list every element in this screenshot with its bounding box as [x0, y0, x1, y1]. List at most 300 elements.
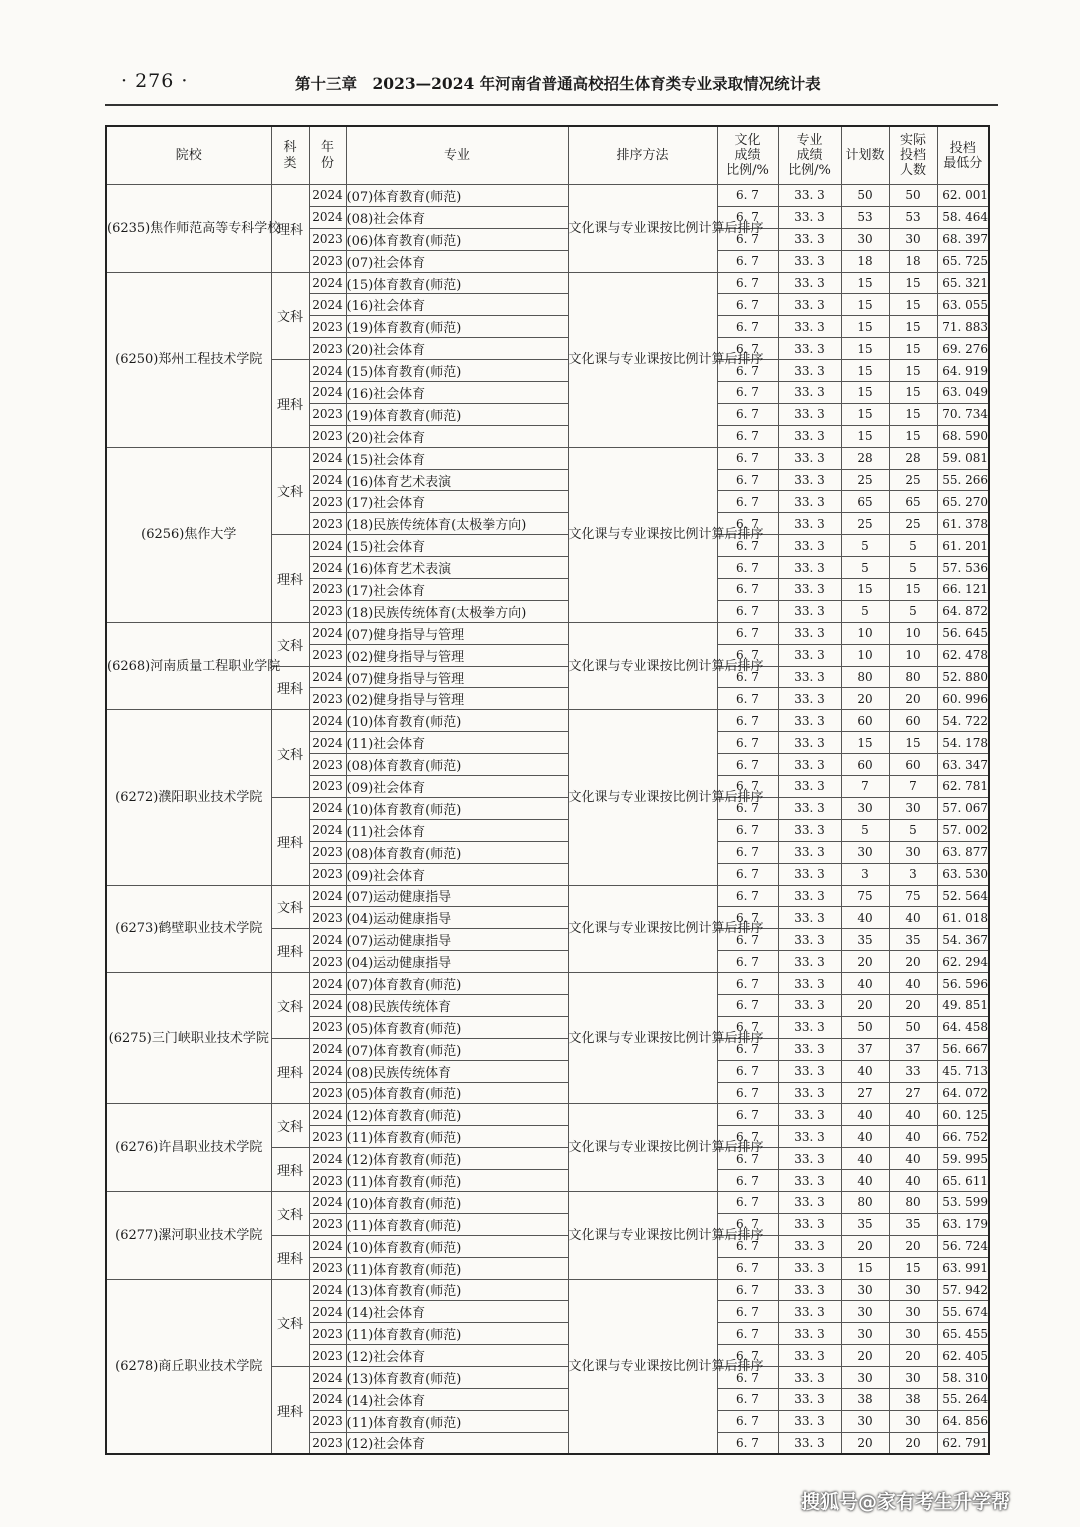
actual-count-cell: 3 — [889, 863, 937, 885]
pro-ratio-cell: 33. 3 — [778, 907, 841, 929]
table-row — [106, 1279, 989, 1301]
actual-count-cell: 75 — [889, 885, 937, 907]
actual-count-cell: 5 — [889, 535, 937, 557]
plan-count-cell: 28 — [841, 447, 889, 469]
plan-count-cell: 38 — [841, 1388, 889, 1410]
major-cell: (13)体育教育(师范) — [346, 1279, 568, 1301]
actual-count-cell: 7 — [889, 776, 937, 798]
actual-count-cell: 20 — [889, 1432, 937, 1454]
actual-count-cell: 30 — [889, 841, 937, 863]
actual-count-cell: 30 — [889, 1323, 937, 1345]
plan-count-cell: 20 — [841, 951, 889, 973]
watermark: 搜狐号@家有考生升学帮 — [800, 1491, 1010, 1513]
min-score-cell: 62. 294 — [937, 951, 989, 973]
year-cell: 2024 — [309, 294, 346, 316]
culture-ratio-cell: 6. 7 — [717, 732, 778, 754]
min-score-cell: 63. 347 — [937, 754, 989, 776]
culture-ratio-cell: 6. 7 — [717, 1170, 778, 1192]
plan-count-cell: 80 — [841, 1191, 889, 1213]
subject-category: 文科 — [271, 272, 309, 360]
actual-count-cell: 15 — [889, 294, 937, 316]
school-name: (6277)漯河职业技术学院 — [106, 1191, 271, 1279]
year-cell: 2024 — [309, 1301, 346, 1323]
year-cell: 2024 — [309, 819, 346, 841]
school-name: (6276)许昌职业技术学院 — [106, 1104, 271, 1192]
culture-ratio-cell: 6. 7 — [717, 185, 778, 207]
major-cell: (15)体育教育(师范) — [346, 272, 568, 294]
sorting-method: 文化课与专业课按比例计算后排序 — [568, 710, 717, 885]
plan-count-cell: 50 — [841, 1016, 889, 1038]
year-cell: 2023 — [309, 338, 346, 360]
pro-ratio-cell: 33. 3 — [778, 600, 841, 622]
major-cell: (16)社会体育 — [346, 382, 568, 404]
subject-category: 文科 — [271, 1279, 309, 1367]
actual-count-cell: 30 — [889, 1279, 937, 1301]
major-cell: (11)体育教育(师范) — [346, 1410, 568, 1432]
min-score-cell: 57. 536 — [937, 557, 989, 579]
year-cell: 2024 — [309, 1060, 346, 1082]
pro-ratio-cell: 33. 3 — [778, 1016, 841, 1038]
actual-count-cell: 20 — [889, 951, 937, 973]
actual-count-cell: 38 — [889, 1388, 937, 1410]
major-cell: (05)体育教育(师范) — [346, 1082, 568, 1104]
table-row — [106, 447, 989, 469]
culture-ratio-cell: 6. 7 — [717, 250, 778, 272]
actual-count-cell: 10 — [889, 644, 937, 666]
culture-ratio-cell: 6. 7 — [717, 316, 778, 338]
major-cell: (18)民族传统体育(太极拳方向) — [346, 600, 568, 622]
min-score-cell: 59. 081 — [937, 447, 989, 469]
pro-ratio-cell: 33. 3 — [778, 579, 841, 601]
actual-count-cell: 30 — [889, 1367, 937, 1389]
pro-ratio-cell: 33. 3 — [778, 1191, 841, 1213]
culture-ratio-cell: 6. 7 — [717, 1367, 778, 1389]
culture-ratio-cell: 6. 7 — [717, 1432, 778, 1454]
year-cell: 2024 — [309, 1148, 346, 1170]
actual-count-cell: 65 — [889, 491, 937, 513]
min-score-cell: 66. 752 — [937, 1126, 989, 1148]
major-cell: (08)体育教育(师范) — [346, 841, 568, 863]
pro-ratio-cell: 33. 3 — [778, 1257, 841, 1279]
min-score-cell: 63. 991 — [937, 1257, 989, 1279]
min-score-cell: 56. 645 — [937, 622, 989, 644]
culture-ratio-cell: 6. 7 — [717, 907, 778, 929]
culture-ratio-cell: 6. 7 — [717, 360, 778, 382]
major-cell: (07)健身指导与管理 — [346, 622, 568, 644]
major-cell: (06)体育教育(师范) — [346, 228, 568, 250]
min-score-cell: 64. 919 — [937, 360, 989, 382]
pro-ratio-cell: 33. 3 — [778, 535, 841, 557]
table-row — [106, 1191, 989, 1213]
pro-ratio-cell: 33. 3 — [778, 1388, 841, 1410]
plan-count-cell: 40 — [841, 973, 889, 995]
min-score-cell: 62. 001 — [937, 185, 989, 207]
header-plan: 计划数 — [841, 126, 889, 185]
plan-count-cell: 3 — [841, 863, 889, 885]
sorting-method: 文化课与专业课按比例计算后排序 — [568, 185, 717, 273]
year-cell: 2023 — [309, 579, 346, 601]
pro-ratio-cell: 33. 3 — [778, 228, 841, 250]
pro-ratio-cell: 33. 3 — [778, 754, 841, 776]
min-score-cell: 61. 378 — [937, 513, 989, 535]
actual-count-cell: 80 — [889, 1191, 937, 1213]
culture-ratio-cell: 6. 7 — [717, 973, 778, 995]
subject-category: 文科 — [271, 885, 309, 929]
min-score-cell: 62. 405 — [937, 1345, 989, 1367]
year-cell: 2023 — [309, 1323, 346, 1345]
pro-ratio-cell: 33. 3 — [778, 1170, 841, 1192]
culture-ratio-cell: 6. 7 — [717, 228, 778, 250]
culture-ratio-cell: 6. 7 — [717, 1257, 778, 1279]
year-cell: 2023 — [309, 1213, 346, 1235]
min-score-cell: 65. 725 — [937, 250, 989, 272]
major-cell: (08)民族传统体育 — [346, 1060, 568, 1082]
year-cell: 2024 — [309, 447, 346, 469]
pro-ratio-cell: 33. 3 — [778, 994, 841, 1016]
min-score-cell: 55. 266 — [937, 469, 989, 491]
min-score-cell: 55. 264 — [937, 1388, 989, 1410]
major-cell: (09)社会体育 — [346, 776, 568, 798]
pro-ratio-cell: 33. 3 — [778, 1367, 841, 1389]
pro-ratio-cell: 33. 3 — [778, 469, 841, 491]
actual-count-cell: 20 — [889, 1235, 937, 1257]
plan-count-cell: 20 — [841, 1432, 889, 1454]
table-row — [106, 622, 989, 644]
plan-count-cell: 30 — [841, 1323, 889, 1345]
year-cell: 2023 — [309, 776, 346, 798]
header-min-score: 投档 最低分 — [937, 126, 989, 185]
culture-ratio-cell: 6. 7 — [717, 513, 778, 535]
culture-ratio-cell: 6. 7 — [717, 776, 778, 798]
year-cell: 2023 — [309, 1432, 346, 1454]
admissions-table — [105, 125, 990, 1455]
pro-ratio-cell: 33. 3 — [778, 841, 841, 863]
year-cell: 2023 — [309, 403, 346, 425]
subject-category: 理科 — [271, 929, 309, 973]
min-score-cell: 63. 055 — [937, 294, 989, 316]
sorting-method: 文化课与专业课按比例计算后排序 — [568, 973, 717, 1104]
pro-ratio-cell: 33. 3 — [778, 1148, 841, 1170]
major-cell: (09)社会体育 — [346, 863, 568, 885]
pro-ratio-cell: 33. 3 — [778, 1410, 841, 1432]
pro-ratio-cell: 33. 3 — [778, 1213, 841, 1235]
actual-count-cell: 15 — [889, 425, 937, 447]
min-score-cell: 71. 883 — [937, 316, 989, 338]
major-cell: (12)社会体育 — [346, 1432, 568, 1454]
min-score-cell: 57. 002 — [937, 819, 989, 841]
year-cell: 2023 — [309, 513, 346, 535]
culture-ratio-cell: 6. 7 — [717, 579, 778, 601]
header-actual: 实际 投档 人数 — [889, 126, 937, 185]
pro-ratio-cell: 33. 3 — [778, 666, 841, 688]
min-score-cell: 57. 067 — [937, 797, 989, 819]
header-rule — [105, 104, 998, 106]
plan-count-cell: 15 — [841, 272, 889, 294]
subject-category: 文科 — [271, 622, 309, 666]
subject-category: 理科 — [271, 360, 309, 448]
sorting-method: 文化课与专业课按比例计算后排序 — [568, 272, 717, 447]
year-cell: 2024 — [309, 710, 346, 732]
culture-ratio-cell: 6. 7 — [717, 1148, 778, 1170]
table-row — [106, 710, 989, 732]
major-cell: (16)体育艺术表演 — [346, 557, 568, 579]
actual-count-cell: 80 — [889, 666, 937, 688]
plan-count-cell: 40 — [841, 1104, 889, 1126]
year-cell: 2024 — [309, 382, 346, 404]
actual-count-cell: 15 — [889, 272, 937, 294]
year-cell: 2024 — [309, 1038, 346, 1060]
major-cell: (15)社会体育 — [346, 447, 568, 469]
culture-ratio-cell: 6. 7 — [717, 1213, 778, 1235]
year-cell: 2024 — [309, 206, 346, 228]
culture-ratio-cell: 6. 7 — [717, 1016, 778, 1038]
min-score-cell: 62. 781 — [937, 776, 989, 798]
actual-count-cell: 15 — [889, 382, 937, 404]
plan-count-cell: 53 — [841, 206, 889, 228]
min-score-cell: 62. 791 — [937, 1432, 989, 1454]
min-score-cell: 54. 722 — [937, 710, 989, 732]
major-cell: (04)运动健康指导 — [346, 907, 568, 929]
pro-ratio-cell: 33. 3 — [778, 1038, 841, 1060]
major-cell: (10)体育教育(师范) — [346, 1235, 568, 1257]
header-major: 专业 — [346, 126, 568, 185]
culture-ratio-cell: 6. 7 — [717, 535, 778, 557]
table-header-row — [106, 126, 989, 185]
header-subject — [271, 126, 309, 185]
actual-count-cell: 53 — [889, 206, 937, 228]
plan-count-cell: 15 — [841, 382, 889, 404]
major-cell: (11)体育教育(师范) — [346, 1323, 568, 1345]
culture-ratio-cell: 6. 7 — [717, 841, 778, 863]
plan-count-cell: 40 — [841, 1126, 889, 1148]
min-score-cell: 66. 121 — [937, 579, 989, 601]
actual-count-cell: 50 — [889, 1016, 937, 1038]
year-cell: 2023 — [309, 841, 346, 863]
school-name: (6268)河南质量工程职业学院 — [106, 622, 271, 710]
sorting-method: 文化课与专业课按比例计算后排序 — [568, 447, 717, 622]
culture-ratio-cell: 6. 7 — [717, 491, 778, 513]
major-cell: (07)健身指导与管理 — [346, 666, 568, 688]
min-score-cell: 69. 276 — [937, 338, 989, 360]
min-score-cell: 56. 667 — [937, 1038, 989, 1060]
year-cell: 2024 — [309, 666, 346, 688]
pro-ratio-cell: 33. 3 — [778, 776, 841, 798]
actual-count-cell: 10 — [889, 622, 937, 644]
major-cell: (05)体育教育(师范) — [346, 1016, 568, 1038]
major-cell: (16)体育艺术表演 — [346, 469, 568, 491]
min-score-cell: 68. 590 — [937, 425, 989, 447]
subject-category: 理科 — [271, 185, 309, 273]
running-title: 第十三章 2023—2024 年河南省普通高校招生体育类专业录取情况统计表 — [295, 74, 821, 93]
pro-ratio-cell: 33. 3 — [778, 951, 841, 973]
major-cell: (15)社会体育 — [346, 535, 568, 557]
culture-ratio-cell: 6. 7 — [717, 206, 778, 228]
actual-count-cell: 40 — [889, 1148, 937, 1170]
year-cell: 2024 — [309, 1235, 346, 1257]
plan-count-cell: 15 — [841, 316, 889, 338]
culture-ratio-cell: 6. 7 — [717, 994, 778, 1016]
major-cell: (11)体育教育(师范) — [346, 1126, 568, 1148]
school-name: (6275)三门峡职业技术学院 — [106, 973, 271, 1104]
culture-ratio-cell: 6. 7 — [717, 1323, 778, 1345]
major-cell: (11)社会体育 — [346, 819, 568, 841]
year-cell: 2023 — [309, 688, 346, 710]
min-score-cell: 57. 942 — [937, 1279, 989, 1301]
actual-count-cell: 30 — [889, 1410, 937, 1432]
pro-ratio-cell: 33. 3 — [778, 1082, 841, 1104]
plan-count-cell: 15 — [841, 1257, 889, 1279]
plan-count-cell: 15 — [841, 732, 889, 754]
year-cell: 2023 — [309, 1257, 346, 1279]
pro-ratio-cell: 33. 3 — [778, 403, 841, 425]
min-score-cell: 53. 599 — [937, 1191, 989, 1213]
major-cell: (13)体育教育(师范) — [346, 1367, 568, 1389]
sorting-method: 文化课与专业课按比例计算后排序 — [568, 1279, 717, 1454]
min-score-cell: 62. 478 — [937, 644, 989, 666]
actual-count-cell: 30 — [889, 1301, 937, 1323]
plan-count-cell: 30 — [841, 228, 889, 250]
year-cell: 2023 — [309, 907, 346, 929]
pro-ratio-cell: 33. 3 — [778, 491, 841, 513]
plan-count-cell: 50 — [841, 185, 889, 207]
school-name: (6273)鹤壁职业技术学院 — [106, 885, 271, 973]
min-score-cell: 45. 713 — [937, 1060, 989, 1082]
min-score-cell: 58. 464 — [937, 206, 989, 228]
year-cell: 2023 — [309, 863, 346, 885]
school-name: (6278)商丘职业技术学院 — [106, 1279, 271, 1454]
major-cell: (14)社会体育 — [346, 1388, 568, 1410]
min-score-cell: 63. 049 — [937, 382, 989, 404]
header-culture-ratio: 文化 成绩 比例/% — [717, 126, 778, 185]
actual-count-cell: 40 — [889, 1104, 937, 1126]
min-score-cell: 64. 872 — [937, 600, 989, 622]
actual-count-cell: 40 — [889, 973, 937, 995]
culture-ratio-cell: 6. 7 — [717, 382, 778, 404]
actual-count-cell: 15 — [889, 732, 937, 754]
actual-count-cell: 30 — [889, 228, 937, 250]
culture-ratio-cell: 6. 7 — [717, 929, 778, 951]
culture-ratio-cell: 6. 7 — [717, 644, 778, 666]
plan-count-cell: 5 — [841, 557, 889, 579]
year-cell: 2023 — [309, 491, 346, 513]
sorting-method: 文化课与专业课按比例计算后排序 — [568, 1191, 717, 1279]
major-cell: (16)社会体育 — [346, 294, 568, 316]
major-cell: (11)体育教育(师范) — [346, 1213, 568, 1235]
actual-count-cell: 15 — [889, 579, 937, 601]
major-cell: (10)体育教育(师范) — [346, 1191, 568, 1213]
plan-count-cell: 30 — [841, 1410, 889, 1432]
major-cell: (20)社会体育 — [346, 425, 568, 447]
culture-ratio-cell: 6. 7 — [717, 1082, 778, 1104]
min-score-cell: 65. 321 — [937, 272, 989, 294]
year-cell: 2024 — [309, 272, 346, 294]
actual-count-cell: 20 — [889, 994, 937, 1016]
major-cell: (19)体育教育(师范) — [346, 403, 568, 425]
pro-ratio-cell: 33. 3 — [778, 1104, 841, 1126]
plan-count-cell: 15 — [841, 403, 889, 425]
pro-ratio-cell: 33. 3 — [778, 272, 841, 294]
actual-count-cell: 50 — [889, 185, 937, 207]
plan-count-cell: 15 — [841, 360, 889, 382]
plan-count-cell: 30 — [841, 797, 889, 819]
major-cell: (07)运动健康指导 — [346, 929, 568, 951]
pro-ratio-cell: 33. 3 — [778, 250, 841, 272]
year-cell: 2024 — [309, 994, 346, 1016]
major-cell: (17)社会体育 — [346, 579, 568, 601]
table-body — [106, 185, 989, 1455]
table-row — [106, 185, 989, 207]
year-cell: 2024 — [309, 797, 346, 819]
pro-ratio-cell: 33. 3 — [778, 1279, 841, 1301]
actual-count-cell: 15 — [889, 316, 937, 338]
culture-ratio-cell: 6. 7 — [717, 754, 778, 776]
major-cell: (07)社会体育 — [346, 250, 568, 272]
year-cell: 2024 — [309, 1367, 346, 1389]
plan-count-cell: 37 — [841, 1038, 889, 1060]
school-name: (6235)焦作师范高等专科学校 — [106, 185, 271, 273]
plan-count-cell: 27 — [841, 1082, 889, 1104]
min-score-cell: 65. 455 — [937, 1323, 989, 1345]
actual-count-cell: 30 — [889, 797, 937, 819]
actual-count-cell: 20 — [889, 688, 937, 710]
actual-count-cell: 20 — [889, 1345, 937, 1367]
culture-ratio-cell: 6. 7 — [717, 272, 778, 294]
culture-ratio-cell: 6. 7 — [717, 447, 778, 469]
major-cell: (07)体育教育(师范) — [346, 973, 568, 995]
pro-ratio-cell: 33. 3 — [778, 1235, 841, 1257]
year-cell: 2024 — [309, 885, 346, 907]
culture-ratio-cell: 6. 7 — [717, 622, 778, 644]
major-cell: (07)体育教育(师范) — [346, 185, 568, 207]
year-cell: 2024 — [309, 1191, 346, 1213]
culture-ratio-cell: 6. 7 — [717, 951, 778, 973]
min-score-cell: 70. 734 — [937, 403, 989, 425]
culture-ratio-cell: 6. 7 — [717, 1126, 778, 1148]
min-score-cell: 56. 596 — [937, 973, 989, 995]
actual-count-cell: 27 — [889, 1082, 937, 1104]
plan-count-cell: 18 — [841, 250, 889, 272]
header-year-text: 年 份 — [320, 139, 334, 171]
subject-category: 理科 — [271, 1235, 309, 1279]
actual-count-cell: 15 — [889, 360, 937, 382]
year-cell: 2024 — [309, 535, 346, 557]
year-cell: 2023 — [309, 250, 346, 272]
plan-count-cell: 7 — [841, 776, 889, 798]
year-cell: 2024 — [309, 185, 346, 207]
plan-count-cell: 30 — [841, 1301, 889, 1323]
actual-count-cell: 40 — [889, 1170, 937, 1192]
plan-count-cell: 35 — [841, 929, 889, 951]
min-score-cell: 63. 530 — [937, 863, 989, 885]
year-cell: 2023 — [309, 316, 346, 338]
major-cell: (11)社会体育 — [346, 732, 568, 754]
year-cell: 2024 — [309, 557, 346, 579]
year-cell: 2023 — [309, 754, 346, 776]
actual-count-cell: 35 — [889, 929, 937, 951]
min-score-cell: 64. 458 — [937, 1016, 989, 1038]
min-score-cell: 64. 856 — [937, 1410, 989, 1432]
subject-category: 文科 — [271, 710, 309, 798]
min-score-cell: 54. 178 — [937, 732, 989, 754]
major-cell: (11)体育教育(师范) — [346, 1257, 568, 1279]
plan-count-cell: 40 — [841, 1148, 889, 1170]
pro-ratio-cell: 33. 3 — [778, 688, 841, 710]
header-pro-ratio: 专业 成绩 比例/% — [778, 126, 841, 185]
actual-count-cell: 35 — [889, 1213, 937, 1235]
pro-ratio-cell: 33. 3 — [778, 294, 841, 316]
year-cell: 2024 — [309, 973, 346, 995]
table-row — [106, 1104, 989, 1126]
